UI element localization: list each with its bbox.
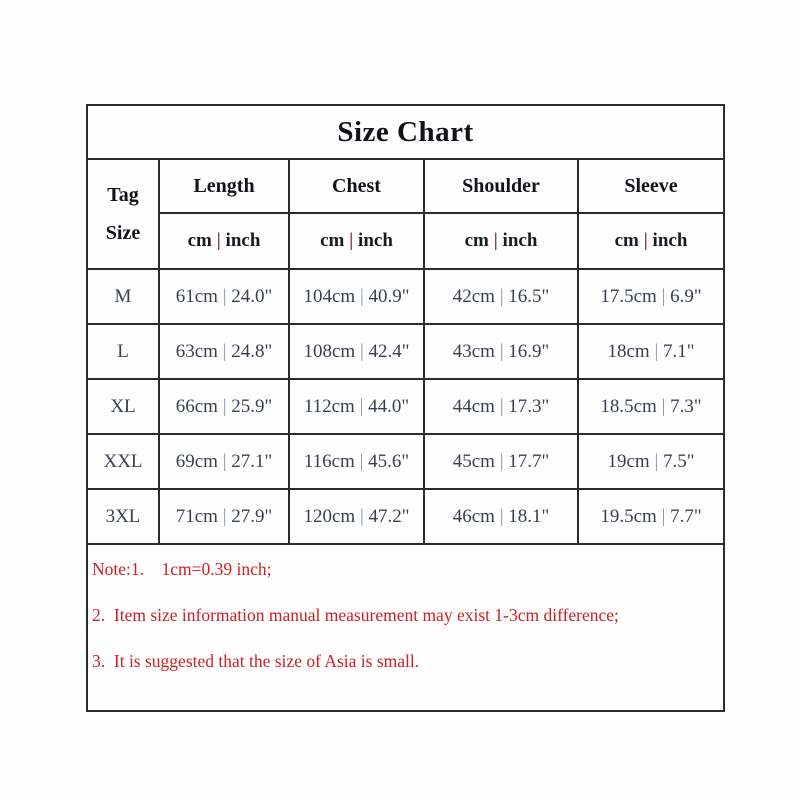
pipe-separator: | xyxy=(359,450,364,472)
size-tag: XL xyxy=(87,379,159,434)
pipe-separator: | xyxy=(499,285,504,307)
shoulder-value: 46cm | 18.1" xyxy=(424,489,578,544)
length-value: 66cm | 25.9" xyxy=(159,379,289,434)
note-line-1: Note:1. 1cm=0.39 inch; xyxy=(92,559,272,579)
pipe-separator: | xyxy=(349,230,354,251)
pipe-separator: | xyxy=(359,340,364,362)
unit-label-shoulder: cm | inch xyxy=(424,213,578,269)
pipe-separator: | xyxy=(222,450,227,472)
size-chart-table xyxy=(86,104,725,712)
pipe-separator: | xyxy=(359,285,364,307)
pipe-separator: | xyxy=(499,340,504,362)
table-row-m xyxy=(87,269,724,324)
chest-value: 120cm | 47.2" xyxy=(289,489,424,544)
title-row xyxy=(87,105,724,159)
unit-label-sleeve: cm | inch xyxy=(578,213,724,269)
pipe-separator: | xyxy=(499,450,504,472)
length-value: 71cm | 27.9" xyxy=(159,489,289,544)
pipe-separator: | xyxy=(499,395,504,417)
pipe-separator: | xyxy=(222,395,227,417)
table-row-xxl xyxy=(87,434,724,489)
pipe-separator: | xyxy=(654,450,659,472)
pipe-separator: | xyxy=(359,395,364,417)
pipe-separator: | xyxy=(661,285,666,307)
unit-label-length: cm | inch xyxy=(159,213,289,269)
pipe-separator: | xyxy=(222,285,227,307)
size-tag: M xyxy=(87,269,159,324)
note-line-3: 3. It is suggested that the size of Asia is small. xyxy=(92,651,420,671)
pipe-separator: | xyxy=(661,505,666,527)
length-value: 61cm | 24.0" xyxy=(159,269,289,324)
notes-row xyxy=(87,544,724,711)
pipe-separator: | xyxy=(222,505,227,527)
pipe-separator: | xyxy=(661,395,666,417)
pipe-separator: | xyxy=(222,340,227,362)
sleeve-value: 18.5cm | 7.3" xyxy=(578,379,724,434)
corner-header-tag-size xyxy=(87,159,159,269)
table-row-xl xyxy=(87,379,724,434)
size-tag: 3XL xyxy=(87,489,159,544)
page-title: Size Chart xyxy=(87,105,724,159)
unit-label-chest: cm | inch xyxy=(289,213,424,269)
chest-value: 108cm | 42.4" xyxy=(289,324,424,379)
unit-header-row xyxy=(87,213,724,269)
pipe-separator: | xyxy=(493,230,498,251)
size-tag: L xyxy=(87,324,159,379)
chest-value: 104cm | 40.9" xyxy=(289,269,424,324)
shoulder-value: 45cm | 17.7" xyxy=(424,434,578,489)
pipe-separator: | xyxy=(654,340,659,362)
sleeve-value: 17.5cm | 6.9" xyxy=(578,269,724,324)
shoulder-value: 42cm | 16.5" xyxy=(424,269,578,324)
table-row-3xl xyxy=(87,489,724,544)
column-header-shoulder: Shoulder xyxy=(424,159,578,213)
pipe-separator: | xyxy=(359,505,364,527)
column-header-sleeve: Sleeve xyxy=(578,159,724,213)
shoulder-value: 43cm | 16.9" xyxy=(424,324,578,379)
column-header-length: Length xyxy=(159,159,289,213)
corner-header-line1: Tag xyxy=(107,184,139,206)
note-line-2: 2. Item size information manual measurement may exist 1-3cm difference; xyxy=(92,605,619,625)
sleeve-value: 19.5cm | 7.7" xyxy=(578,489,724,544)
sleeve-value: 19cm | 7.5" xyxy=(578,434,724,489)
size-tag: XXL xyxy=(87,434,159,489)
size-chart-container xyxy=(86,104,725,712)
chest-value: 112cm | 44.0" xyxy=(289,379,424,434)
corner-header-line2: Size xyxy=(105,222,141,244)
shoulder-value: 44cm | 17.3" xyxy=(424,379,578,434)
sleeve-value: 18cm | 7.1" xyxy=(578,324,724,379)
pipe-separator: | xyxy=(499,505,504,527)
column-header-chest: Chest xyxy=(289,159,424,213)
table-row-l xyxy=(87,324,724,379)
length-value: 63cm | 24.8" xyxy=(159,324,289,379)
column-header-row xyxy=(87,159,724,213)
pipe-separator: | xyxy=(643,230,648,251)
chest-value: 116cm | 45.6" xyxy=(289,434,424,489)
length-value: 69cm | 27.1" xyxy=(159,434,289,489)
pipe-separator: | xyxy=(216,230,221,251)
notes-section xyxy=(87,544,724,711)
